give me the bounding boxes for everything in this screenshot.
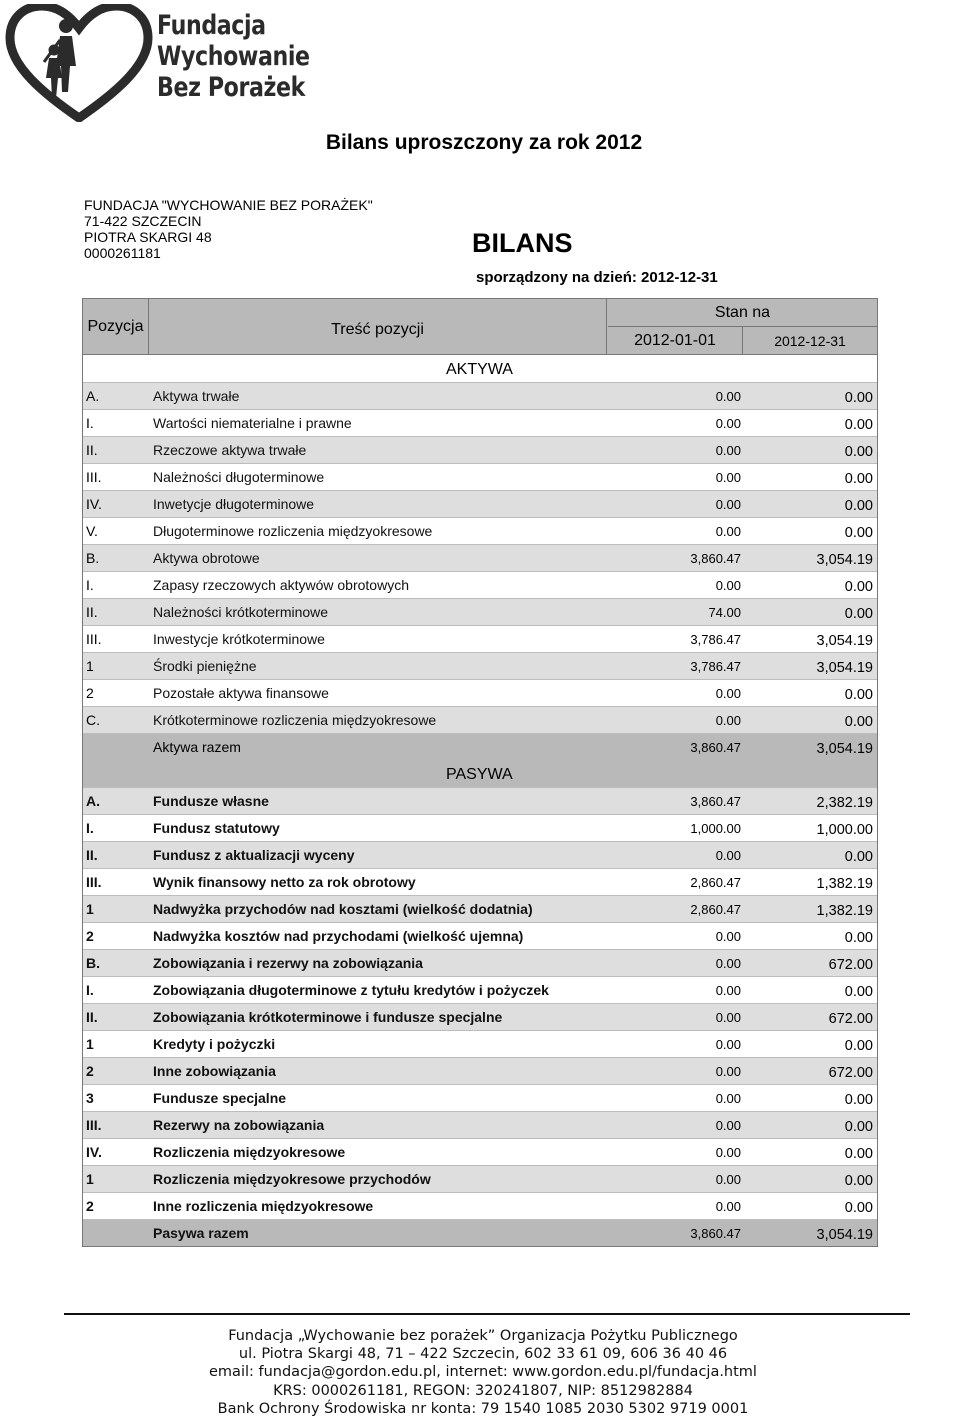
row-tresc: Należności długoterminowe: [153, 469, 325, 485]
row-value-end: 0.00: [844, 1173, 873, 1189]
table-row: [83, 814, 877, 841]
row-value-end: 0.00: [844, 444, 873, 460]
table-row: [83, 517, 877, 544]
row-tresc: Pozostałe aktywa finansowe: [153, 685, 329, 701]
col-stan-na: Stan na: [608, 299, 877, 327]
row-value-start: 0.00: [715, 443, 741, 458]
logo-line-3: Bez Porażek: [157, 72, 305, 103]
row-pozycja: 1: [86, 901, 94, 917]
row-pozycja: III.: [86, 874, 102, 890]
row-value-end: 0.00: [844, 714, 873, 730]
row-tresc: Fundusz statutowy: [153, 820, 280, 836]
row-pozycja: III.: [86, 469, 102, 485]
table-row: [83, 436, 877, 463]
row-tresc: Inwestycje krótkoterminowe: [153, 631, 325, 647]
row-tresc: Fundusze specjalne: [153, 1090, 287, 1106]
table-row: [83, 409, 877, 436]
row-value-end: 0.00: [844, 498, 873, 514]
row-value-start: 3,860.47: [690, 551, 741, 566]
row-pozycja: IV.: [86, 1144, 102, 1160]
row-pozycja: 1: [86, 658, 94, 674]
row-tresc: Fundusz z aktualizacji wyceny: [153, 847, 355, 863]
row-pozycja: 2: [86, 928, 94, 944]
table-row: [83, 895, 877, 922]
footer-line-4: KRS: 0000261181, REGON: 320241807, NIP: 8512982884: [273, 1382, 693, 1399]
row-value-start: 0.00: [715, 578, 741, 593]
footer-line-3: email: fundacja@gordon.edu.pl, internet: www.gordon.edu.pl/fundacja.html: [209, 1364, 757, 1381]
row-tresc: Należności krótkoterminowe: [153, 604, 329, 620]
row-tresc: Aktywa razem: [153, 739, 241, 755]
row-value-end: 0.00: [844, 417, 873, 433]
logo-line-1: Fundacja: [157, 10, 266, 41]
table-row: [83, 787, 877, 814]
foundation-logo: [0, 0, 320, 125]
row-value-end: 0.00: [844, 849, 873, 865]
report-title: Bilans uproszczony za rok 2012: [325, 131, 643, 154]
row-pozycja: 1: [86, 1036, 94, 1052]
row-value-start: 0.00: [715, 713, 741, 728]
row-value-start: 1,000.00: [690, 821, 741, 836]
section-aktywa: [83, 355, 877, 382]
table-row: [83, 868, 877, 895]
row-value-end: 3,054.19: [816, 1227, 873, 1243]
row-tresc: Rozliczenia międzyokresowe przychodów: [153, 1171, 431, 1187]
col-date-start: 2012-01-01: [608, 327, 743, 354]
balance-table: [82, 298, 878, 1247]
table-row: [83, 841, 877, 868]
row-value-end: 0.00: [844, 1200, 873, 1216]
row-value-end: 0.00: [844, 606, 873, 622]
row-value-end: 0.00: [844, 984, 873, 1000]
row-value-end: 1,382.19: [816, 876, 873, 892]
row-pozycja: II.: [86, 847, 98, 863]
row-tresc: Rezerwy na zobowiązania: [153, 1117, 325, 1133]
row-value-start: 0.00: [715, 848, 741, 863]
table-row: [83, 544, 877, 571]
row-pozycja: B.: [86, 955, 100, 971]
row-value-start: 0.00: [715, 1010, 741, 1025]
row-tresc: Fundusze własne: [153, 793, 269, 809]
pasywa-rows: [83, 787, 877, 1219]
row-tresc: Wartości niematerialne i prawne: [153, 415, 352, 431]
row-value-start: 0.00: [715, 956, 741, 971]
row-value-start: 3,860.47: [690, 794, 741, 809]
table-row: [83, 652, 877, 679]
table-row: [83, 1111, 877, 1138]
row-value-end: 0.00: [844, 930, 873, 946]
table-row: [83, 1165, 877, 1192]
row-pozycja: A.: [86, 388, 100, 404]
row-pozycja: 2: [86, 1198, 94, 1214]
org-name: FUNDACJA "WYCHOWANIE BEZ PORAŻEK": [84, 197, 373, 213]
row-value-start: 74.00: [708, 605, 741, 620]
org-street: PIOTRA SKARGI 48: [84, 229, 212, 245]
row-pozycja: C.: [86, 712, 100, 728]
section-pasywa: [83, 760, 877, 787]
aktywa-rows: [83, 382, 877, 733]
org-krs: 0000261181: [84, 245, 161, 261]
row-value-start: 0.00: [715, 1118, 741, 1133]
row-value-end: 0.00: [844, 1092, 873, 1108]
table-row: [83, 949, 877, 976]
row-value-start: 0.00: [715, 470, 741, 485]
row-pozycja: 2: [86, 1063, 94, 1079]
row-value-end: 0.00: [844, 525, 873, 541]
table-row: [83, 490, 877, 517]
row-pozycja: I.: [86, 577, 94, 593]
row-value-end: 3,054.19: [816, 741, 873, 757]
row-value-start: 0.00: [715, 1172, 741, 1187]
row-pozycja: III.: [86, 631, 102, 647]
row-value-end: 0.00: [844, 471, 873, 487]
row-tresc: Zobowiązania długoterminowe z tytułu kredytów i pożyczek: [153, 982, 549, 998]
row-pozycja: I.: [86, 415, 94, 431]
row-tresc: Zobowiązania krótkoterminowe i fundusze specjalne: [153, 1009, 503, 1025]
row-value-start: 0.00: [715, 497, 741, 512]
table-row: [83, 463, 877, 490]
table-row: [83, 382, 877, 409]
col-pozycja: Pozycja: [83, 299, 149, 354]
row-pozycja: III.: [86, 1117, 102, 1133]
table-row: [83, 598, 877, 625]
row-value-start: 2,860.47: [690, 902, 741, 917]
row-value-end: 672.00: [828, 957, 873, 973]
table-row: [83, 1084, 877, 1111]
pasywa-label: PASYWA: [446, 766, 513, 783]
row-value-start: 0.00: [715, 1145, 741, 1160]
table-row: [83, 1192, 877, 1219]
row-value-start: 3,860.47: [690, 1226, 741, 1241]
col-tresc: Treść pozycji: [149, 299, 607, 354]
row-pozycja: 1: [86, 1171, 94, 1187]
row-value-start: 0.00: [715, 524, 741, 539]
table-row: [83, 625, 877, 652]
row-value-end: 0.00: [844, 687, 873, 703]
row-pozycja: II.: [86, 442, 98, 458]
row-pozycja: I.: [86, 820, 94, 836]
bilans-date: sporządzony na dzień: 2012-12-31: [476, 269, 718, 286]
row-tresc: Wynik finansowy netto za rok obrotowy: [153, 874, 416, 890]
row-pozycja: A.: [86, 793, 100, 809]
col-date-end: 2012-12-31: [774, 332, 846, 349]
logo-line-2: Wychowanie: [157, 41, 310, 72]
row-value-start: 0.00: [715, 1199, 741, 1214]
footer-line-2: ul. Piotra Skargi 48, 71 – 422 Szczecin, 602 33 61 09, 606 36 40 46: [238, 1346, 728, 1363]
row-value-start: 0.00: [715, 1037, 741, 1052]
table-header: [83, 299, 877, 355]
row-pozycja: 2: [86, 685, 94, 701]
table-row: [83, 922, 877, 949]
row-pozycja: IV.: [86, 496, 102, 512]
row-pozycja: B.: [86, 550, 100, 566]
row-value-end: 3,054.19: [816, 660, 873, 676]
row-value-end: 3,054.19: [816, 633, 873, 649]
table-row: [83, 1138, 877, 1165]
row-tresc: Inne rozliczenia międzyokresowe: [153, 1198, 374, 1214]
table-row: [83, 1030, 877, 1057]
row-tresc: Pasywa razem: [153, 1225, 249, 1241]
aktywa-total-row: [83, 733, 877, 760]
table-row: [83, 706, 877, 733]
pasywa-total-row: [83, 1219, 877, 1246]
row-value-end: 1,382.19: [816, 903, 873, 919]
row-tresc: Kredyty i pożyczki: [153, 1036, 276, 1052]
row-tresc: Aktywa trwałe: [153, 388, 240, 404]
row-pozycja: II.: [86, 604, 98, 620]
row-value-end: 0.00: [844, 1038, 873, 1054]
row-tresc: Rozliczenia międzyokresowe: [153, 1144, 346, 1160]
row-value-start: 3,786.47: [690, 659, 741, 674]
row-value-end: 672.00: [828, 1011, 873, 1027]
row-tresc: Inne zobowiązania: [153, 1063, 276, 1079]
row-value-start: 0.00: [715, 416, 741, 431]
row-tresc: Zapasy rzeczowych aktywów obrotowych: [153, 577, 409, 593]
table-row: [83, 679, 877, 706]
row-value-end: 2,382.19: [816, 795, 873, 811]
row-tresc: Zobowiązania i rezerwy na zobowiązania: [153, 955, 423, 971]
logo-text: [157, 10, 310, 103]
row-value-start: 0.00: [715, 983, 741, 998]
row-value-end: 0.00: [844, 579, 873, 595]
row-pozycja: 3: [86, 1090, 94, 1106]
table-row: [83, 571, 877, 598]
row-value-start: 3,786.47: [690, 632, 741, 647]
row-value-end: 0.00: [844, 390, 873, 406]
row-tresc: Rzeczowe aktywa trwałe: [153, 442, 307, 458]
row-value-end: 1,000.00: [816, 822, 873, 838]
heart-family-icon: [4, 4, 154, 122]
row-tresc: Inwetycje długoterminowe: [153, 496, 315, 512]
table-row: [83, 976, 877, 1003]
row-value-start: 0.00: [715, 686, 741, 701]
row-tresc: Aktywa obrotowe: [153, 550, 260, 566]
row-tresc: Krótkoterminowe rozliczenia międzyokresowe: [153, 712, 437, 728]
row-tresc: Środki pieniężne: [153, 658, 257, 674]
row-value-start: 0.00: [715, 1091, 741, 1106]
aktywa-label: AKTYWA: [446, 361, 513, 378]
table-row: [83, 1003, 877, 1030]
row-value-start: 0.00: [715, 929, 741, 944]
row-pozycja: II.: [86, 1009, 98, 1025]
footer-line-5: Bank Ochrony Środowiska nr konta: 79 1540 1085 2030 5302 9719 0001: [217, 1400, 749, 1417]
row-value-start: 0.00: [715, 389, 741, 404]
row-value-start: 2,860.47: [690, 875, 741, 890]
row-value-end: 0.00: [844, 1146, 873, 1162]
footer: [0, 1327, 960, 1418]
bilans-heading: BILANS: [472, 228, 573, 258]
footer-line-1: Fundacja „Wychowanie bez porażek” Organizacja Pożytku Publicznego: [228, 1328, 738, 1344]
row-value-end: 0.00: [844, 1119, 873, 1135]
table-row: [83, 1057, 877, 1084]
row-tresc: Długoterminowe rozliczenia międzyokresowe: [153, 523, 433, 539]
row-value-start: 0.00: [715, 1064, 741, 1079]
footer-divider: [64, 1313, 910, 1315]
org-postal: 71-422 SZCZECIN: [84, 213, 202, 229]
row-tresc: Nadwyżka przychodów nad kosztami (wielkość dodatnia): [153, 901, 533, 917]
row-value-start: 3,860.47: [690, 740, 741, 755]
row-value-end: 3,054.19: [816, 552, 873, 568]
row-pozycja: V.: [86, 523, 98, 539]
organization-block: [84, 197, 373, 261]
row-pozycja: I.: [86, 982, 94, 998]
row-tresc: Nadwyżka kosztów nad przychodami (wielkość ujemna): [153, 928, 524, 944]
row-value-end: 672.00: [828, 1065, 873, 1081]
